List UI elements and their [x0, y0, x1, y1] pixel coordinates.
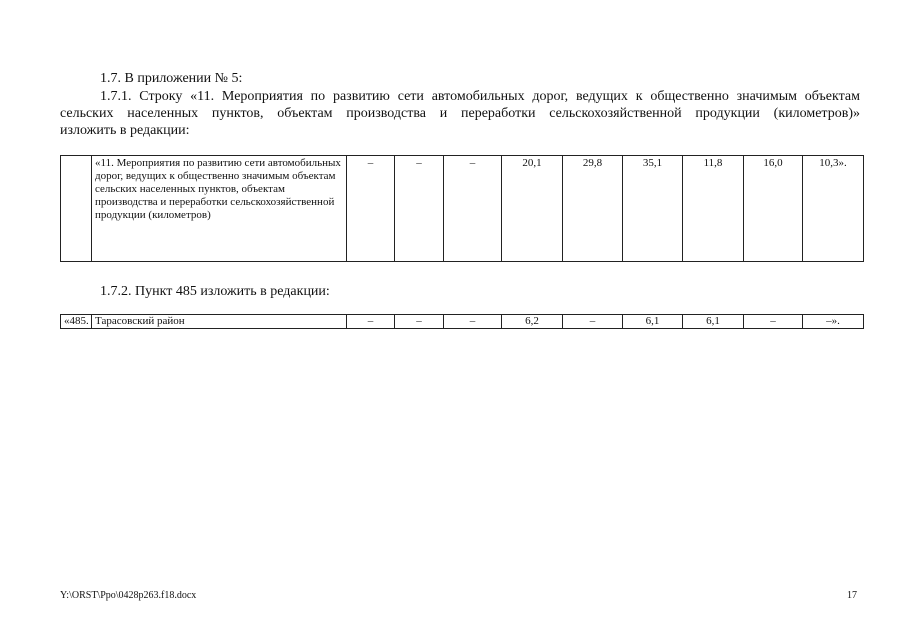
value-cell: – — [563, 315, 623, 329]
table-row-485 — [60, 314, 864, 329]
value-cell: 6,1 — [683, 315, 744, 329]
value-cell: 11,8 — [683, 156, 744, 262]
paragraph-1-7-1-line3: изложить в редакции: — [60, 123, 190, 138]
table-row — [61, 315, 864, 329]
value-cell: –». — [803, 315, 864, 329]
value-cell: 35,1 — [623, 156, 683, 262]
value-cell: – — [444, 315, 502, 329]
value-cell: 16,0 — [744, 156, 803, 262]
paragraph-1-7-1-line2: сельских населенных пунктов, объектам производства и переработки сельскохозяйственной продукции (километров)» — [60, 106, 860, 121]
value-cell: – — [444, 156, 502, 262]
value-cell: – — [744, 315, 803, 329]
section-heading-1-7: 1.7. В приложении № 5: — [100, 71, 243, 86]
value-cell: 6,2 — [502, 315, 563, 329]
value-cell: – — [347, 315, 395, 329]
value-cell: 6,1 — [623, 315, 683, 329]
row-name-cell: Тарасовский район — [92, 315, 347, 329]
row-number-cell — [61, 156, 92, 262]
table-row-11 — [60, 155, 864, 262]
value-cell: – — [347, 156, 395, 262]
value-cell: 20,1 — [502, 156, 563, 262]
table-row — [61, 156, 864, 262]
value-cell: 10,3». — [803, 156, 864, 262]
value-cell: 29,8 — [563, 156, 623, 262]
row-number-cell: «485. — [61, 315, 92, 329]
paragraph-1-7-1 — [60, 88, 860, 139]
footer-file-path: Y:\ORST\Ppo\0428p263.f18.docx — [60, 590, 197, 601]
value-cell: – — [395, 156, 444, 262]
row-name-cell: «11. Мероприятия по развитию сети автомобильных дорог, ведущих к общественно значимым объектам сельских населенных пунктов, объектам производства и переработки сельскохозяйственной продукции (километров) — [92, 156, 347, 262]
paragraph-1-7-2: 1.7.2. Пункт 485 изложить в редакции: — [100, 284, 330, 299]
value-cell: – — [395, 315, 444, 329]
page-number: 17 — [847, 590, 857, 601]
paragraph-1-7-1-line1: 1.7.1. Строку «11. Мероприятия по развитию сети автомобильных дорог, ведущих к общественно значимым объектам — [100, 89, 860, 104]
